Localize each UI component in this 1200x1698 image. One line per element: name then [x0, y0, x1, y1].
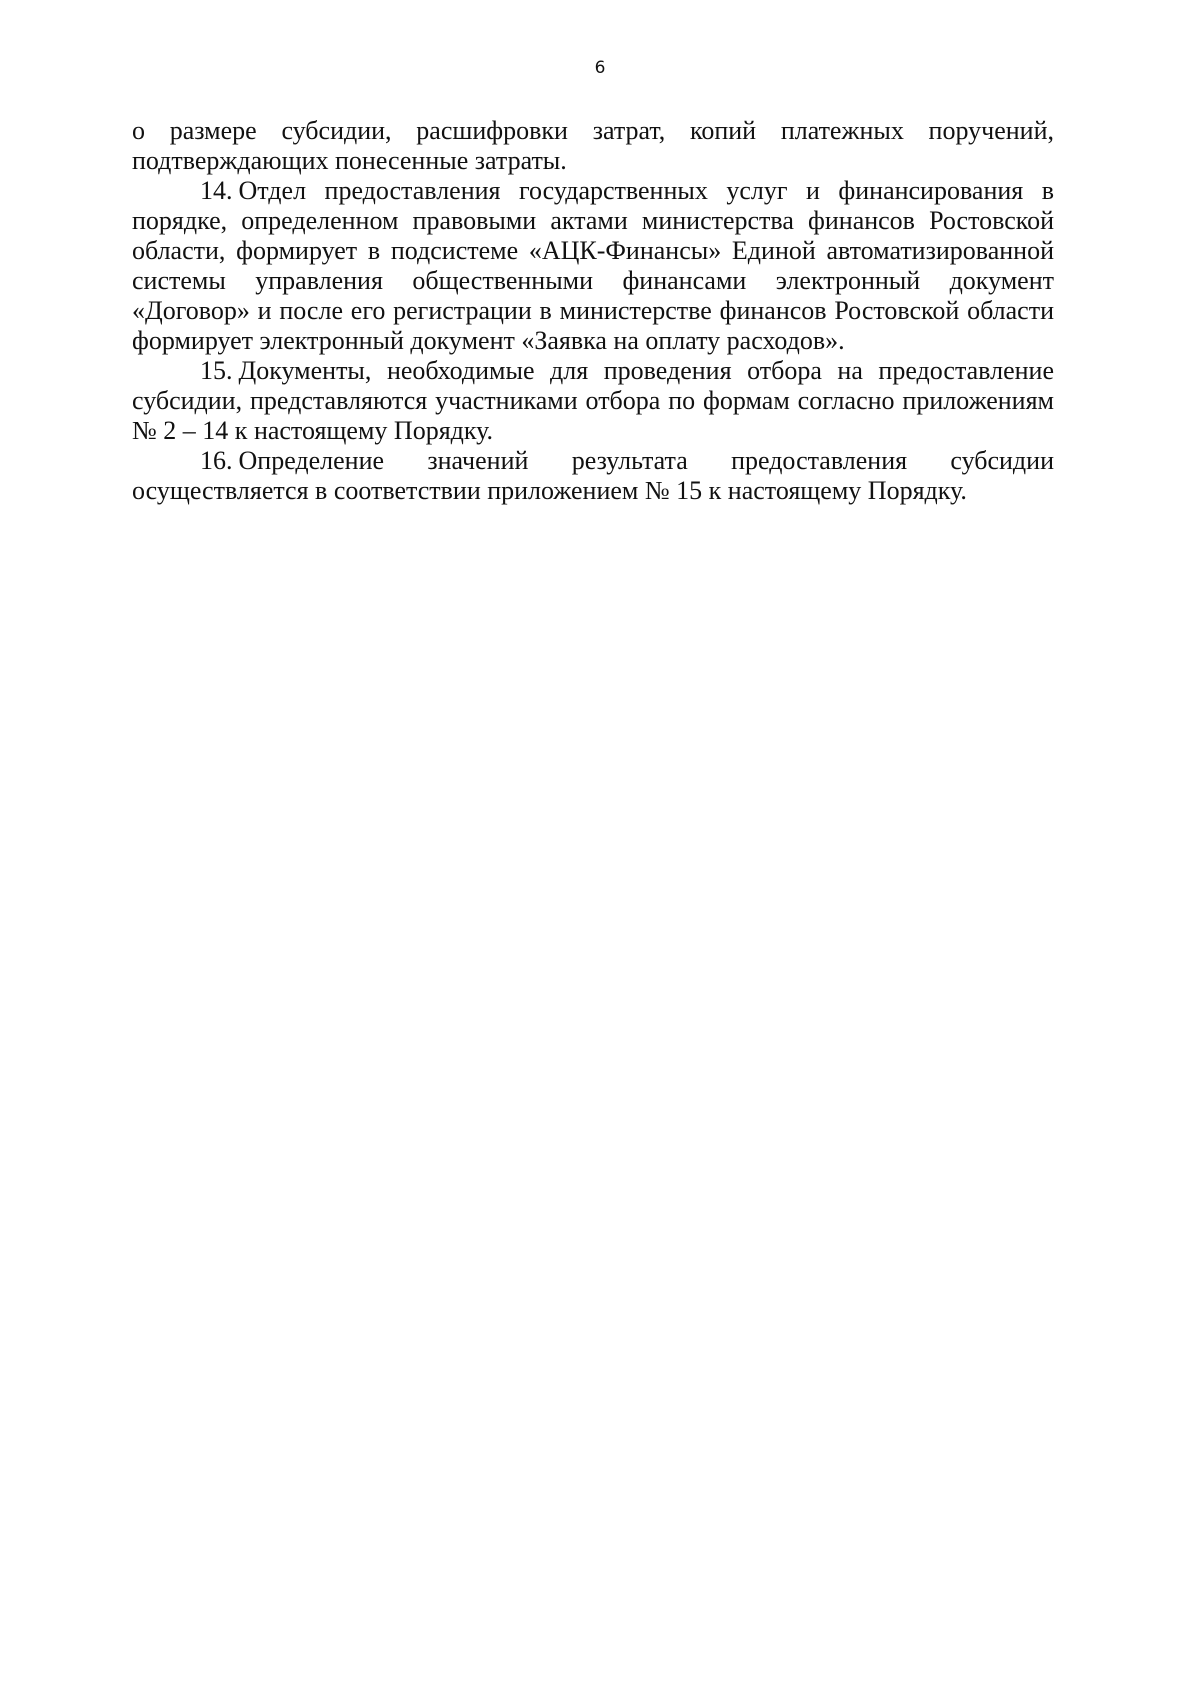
- page-number: 6: [594, 58, 606, 78]
- paragraph-14: [132, 176, 1054, 356]
- paragraph-number: 16.: [200, 446, 233, 475]
- paragraph-text: Определение значений результата предоставления субсидии осуществляется в соответствии приложением № 15 к настоящему Порядку.: [132, 446, 1054, 505]
- paragraph-15: [132, 356, 1054, 446]
- paragraph-number: 14.: [200, 176, 233, 205]
- document-body: [132, 116, 1054, 506]
- paragraph-16: [132, 446, 1054, 506]
- paragraph-text: Отдел предоставления государственных услуг и финансирования в порядке, определенном правовыми актами министерства финансов Ростовской области, формирует в подсистеме «АЦК-Финансы» Единой автоматизированной системы управления общественными финансами электронный документ «Договор» и после его регистрации в министерстве финансов Ростовской области формирует электронный документ «Заявка на оплату расходов».: [132, 176, 1054, 355]
- paragraph-number: 15.: [200, 356, 233, 385]
- paragraph-continuation: [132, 116, 1054, 176]
- paragraph-text: о размере субсидии, расшифровки затрат, копий платежных поручений, подтверждающих понесенные затраты.: [132, 116, 1054, 175]
- paragraph-text: Документы, необходимые для проведения отбора на предоставление субсидии, представляются участниками отбора по формам согласно приложениям № 2 – 14 к настоящему Порядку.: [132, 356, 1054, 445]
